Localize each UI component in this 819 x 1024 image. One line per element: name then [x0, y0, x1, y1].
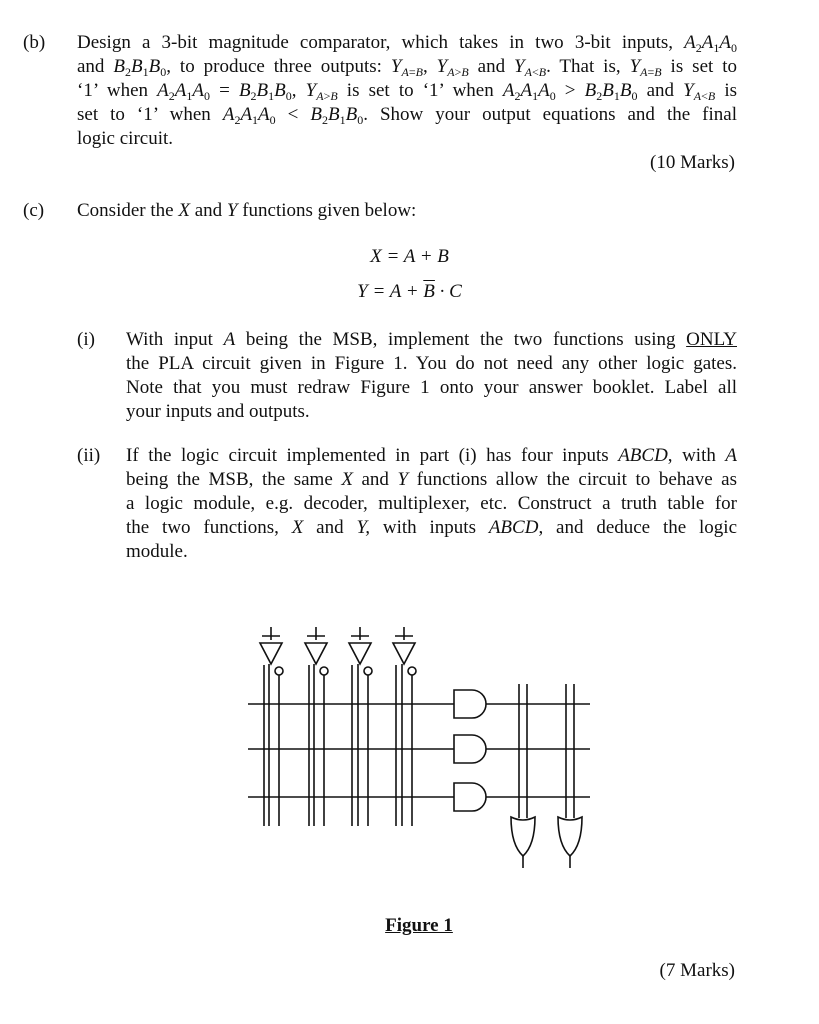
- or-gate-2: [558, 817, 582, 868]
- sub-ii-line-1: If the logic circuit implemented in part (i) has four inputs ABCD, with A: [126, 445, 738, 466]
- part-b-line-4: set to ‘1’ when $A_2A_1A_0 < B_2B_1B_0$. Show your output equations and the final: [77, 104, 737, 127]
- sub-i-label: (i): [77, 329, 95, 350]
- sub-i-line-2: the PLA circuit given in Figure 1. You do not need any other logic gates.: [126, 353, 737, 374]
- part-c-marks: (7 Marks): [659, 960, 735, 981]
- sub-ii-line-2: being the MSB, the same X and Y functions allow the circuit to behave as: [126, 469, 738, 490]
- equation-x: X = A + B: [370, 246, 449, 267]
- part-b-line-5: logic circuit.: [77, 128, 174, 149]
- sub-i-line-3: Note that you must redraw Figure 1 onto your answer booklet. Label all: [126, 377, 737, 398]
- or-gate-1: [511, 817, 535, 868]
- part-b-line-2: and $B_2B_1B_0$, to produce three outputs: $Y_{A=B}$, $Y_{A>B}$ and $Y_{A<B}$. That is, $Y_{A=B}$ is set to: [77, 56, 738, 79]
- part-c-intro: Consider the X and Y functions given below:: [77, 200, 417, 221]
- equation-y: $Y = A + \overline{B} \cdot C$: [357, 281, 462, 302]
- part-b-line-3: ‘1’ when $A_2A_1A_0 = B_2B_1B_0$, $Y_{A>B}$ is set to ‘1’ when $A_2A_1A_0 > B_2B_1B_0$ and $Y_{A<B}$ is: [77, 80, 737, 103]
- sub-ii-label: (ii): [77, 445, 101, 466]
- and-gate-2: [454, 735, 486, 763]
- sub-i-line-4: your inputs and outputs.: [126, 401, 310, 422]
- sub-ii-line-4: the two functions, X and Y, with inputs ABCD, and deduce the logic: [126, 517, 738, 538]
- sub-ii-line-5: module.: [126, 541, 188, 562]
- part-c-label: (c): [23, 200, 45, 221]
- sub-i-line-1: With input A being the MSB, implement the two functions using ONLY: [126, 329, 737, 350]
- part-b-marks: (10 Marks): [650, 152, 735, 173]
- and-gate-3: [454, 783, 486, 811]
- and-gate-1: [454, 690, 486, 718]
- part-b-line-1: Design a 3-bit magnitude comparator, which takes in two 3-bit inputs, $A_2A_1A_0$: [77, 32, 737, 55]
- figure-caption: Figure 1: [385, 915, 453, 936]
- part-b-label: (b): [23, 32, 46, 53]
- sub-ii-line-3: a logic module, e.g. decoder, multiplexer, etc. Construct a truth table for: [126, 493, 737, 514]
